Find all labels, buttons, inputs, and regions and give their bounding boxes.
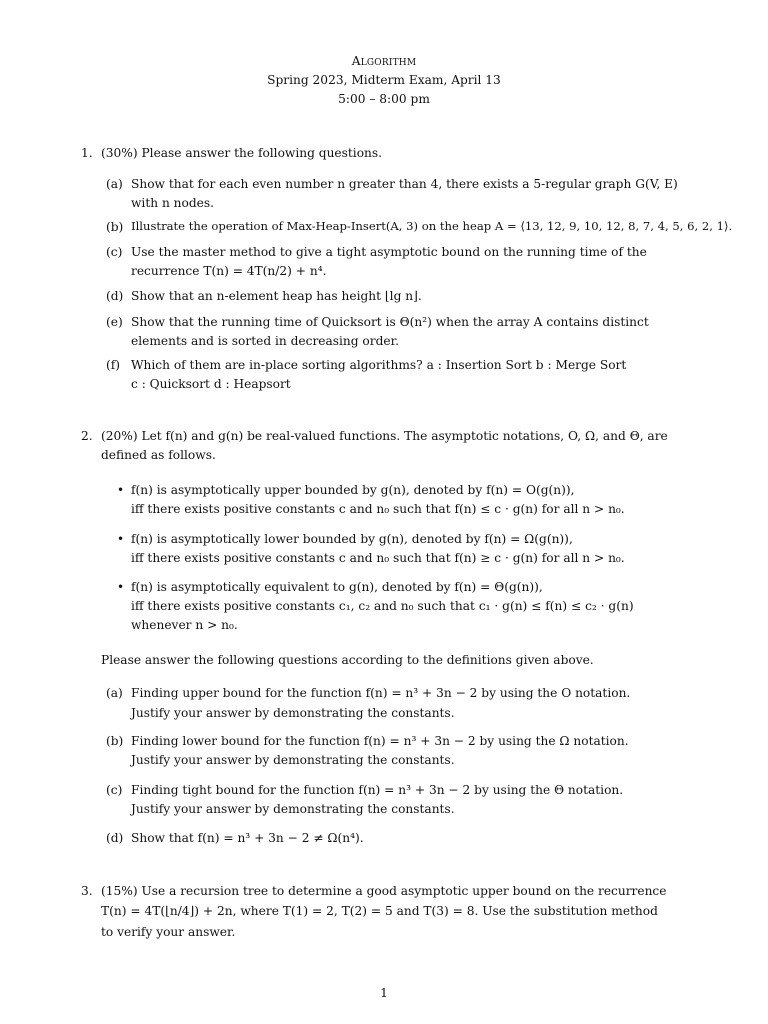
exam-time: 5:00 – 8:00 pm bbox=[338, 92, 430, 106]
exam-subtitle: Spring 2023, Midterm Exam, April 13 bbox=[267, 73, 501, 87]
q1e-text-2: elements and is sorted in decreasing order. bbox=[131, 334, 399, 348]
q1f-text-2: c : Quicksort d : Heapsort bbox=[131, 377, 291, 391]
q2-bullet3-3: whenever n > n₀. bbox=[131, 618, 238, 632]
q2-bullet2-2: iff there exists positive constants c and n₀ such that f(n) ≥ c · g(n) for all n > n₀. bbox=[131, 551, 625, 565]
q2-bullet1-2: iff there exists positive constants c and n₀ such that f(n) ≤ c · g(n) for all n > n₀. bbox=[131, 502, 625, 516]
q2-bullet3-2: iff there exists positive constants c₁, c₂ and n₀ such that c₁ · g(n) ≤ f(n) ≤ c₂ · g(n) bbox=[131, 599, 634, 613]
q2c-label: (c) bbox=[106, 783, 123, 797]
q2-bullet3: f(n) is asymptotically equivalent to g(n), denoted by f(n) = Θ(g(n)), bbox=[131, 580, 543, 594]
q1b-text: Illustrate the operation of Max-Heap-Insert(A, 3) on the heap A = ⟨13, 12, 9, 10, 12, 8, 7, 4, 5, 6, 2, 1⟩. bbox=[131, 219, 733, 233]
q2b-text: Finding lower bound for the function f(n) = n³ + 3n − 2 by using the Ω notation. bbox=[131, 734, 629, 748]
q2-intro: (20%) Let f(n) and g(n) be real-valued functions. The asymptotic notations, O, Ω, and Θ, are bbox=[101, 429, 668, 443]
q3-text-3: to verify your answer. bbox=[101, 925, 236, 939]
bullet-icon: • bbox=[117, 532, 125, 546]
q2c-text-2: Justify your answer by demonstrating the constants. bbox=[131, 802, 455, 816]
q1a-label: (a) bbox=[106, 177, 123, 191]
q3-number: 3. bbox=[81, 884, 93, 898]
q2b-text-2: Justify your answer by demonstrating the constants. bbox=[131, 753, 455, 767]
q1a-text: Show that for each even number n greater than 4, there exists a 5-regular graph G(V, E) bbox=[131, 177, 678, 191]
q1f-text: Which of them are in-place sorting algorithms? a : Insertion Sort b : Merge Sort bbox=[131, 358, 627, 372]
q1f-label: (f) bbox=[106, 358, 121, 372]
q1c-label: (c) bbox=[106, 245, 123, 259]
q2c-text: Finding tight bound for the function f(n) = n³ + 3n − 2 by using the Θ notation. bbox=[131, 783, 624, 797]
q2b-label: (b) bbox=[106, 734, 124, 748]
q1-number: 1. bbox=[81, 146, 93, 160]
course-title: Algorithm bbox=[351, 54, 417, 68]
q1d-text: Show that an n-element heap has height ⌊lg n⌋. bbox=[131, 289, 422, 303]
q2a-text: Finding upper bound for the function f(n) = n³ + 3n − 2 by using the O notation. bbox=[131, 686, 631, 700]
q2d-text: Show that f(n) = n³ + 3n − 2 ≠ Ω(n⁴). bbox=[131, 831, 364, 845]
q1b-label: (b) bbox=[106, 220, 124, 234]
q1e-text: Show that the running time of Quicksort is Θ(n²) when the array A contains distinct bbox=[131, 315, 649, 329]
q1c-text: Use the master method to give a tight asymptotic bound on the running time of the bbox=[131, 245, 647, 259]
q2-intro-2: defined as follows. bbox=[101, 448, 216, 462]
q1e-label: (e) bbox=[106, 315, 123, 329]
q3-text-2: T(n) = 4T(⌊n/4⌋) + 2n, where T(1) = 2, T(2) = 5 and T(3) = 8. Use the substitution method bbox=[101, 904, 658, 918]
bullet-icon: • bbox=[117, 580, 125, 594]
q3-text: (15%) Use a recursion tree to determine a good asymptotic upper bound on the recurrence bbox=[101, 884, 667, 898]
q2-instruction: Please answer the following questions according to the definitions given above. bbox=[101, 653, 594, 667]
q2-bullet1: f(n) is asymptotically upper bounded by g(n), denoted by f(n) = O(g(n)), bbox=[131, 483, 575, 497]
q2-bullet2: f(n) is asymptotically lower bounded by g(n), denoted by f(n) = Ω(g(n)), bbox=[131, 532, 573, 546]
q2a-text-2: Justify your answer by demonstrating the constants. bbox=[131, 706, 455, 720]
bullet-icon: • bbox=[117, 483, 125, 497]
q2a-label: (a) bbox=[106, 686, 123, 700]
q2d-label: (d) bbox=[106, 831, 124, 845]
q1d-label: (d) bbox=[106, 289, 124, 303]
q1-intro: (30%) Please answer the following questions. bbox=[101, 146, 383, 160]
page-number: 1 bbox=[380, 986, 388, 1000]
q2-number: 2. bbox=[81, 429, 93, 443]
q1a-text-2: with n nodes. bbox=[131, 196, 215, 210]
q1c-text-2: recurrence T(n) = 4T(n/2) + n⁴. bbox=[131, 264, 327, 278]
